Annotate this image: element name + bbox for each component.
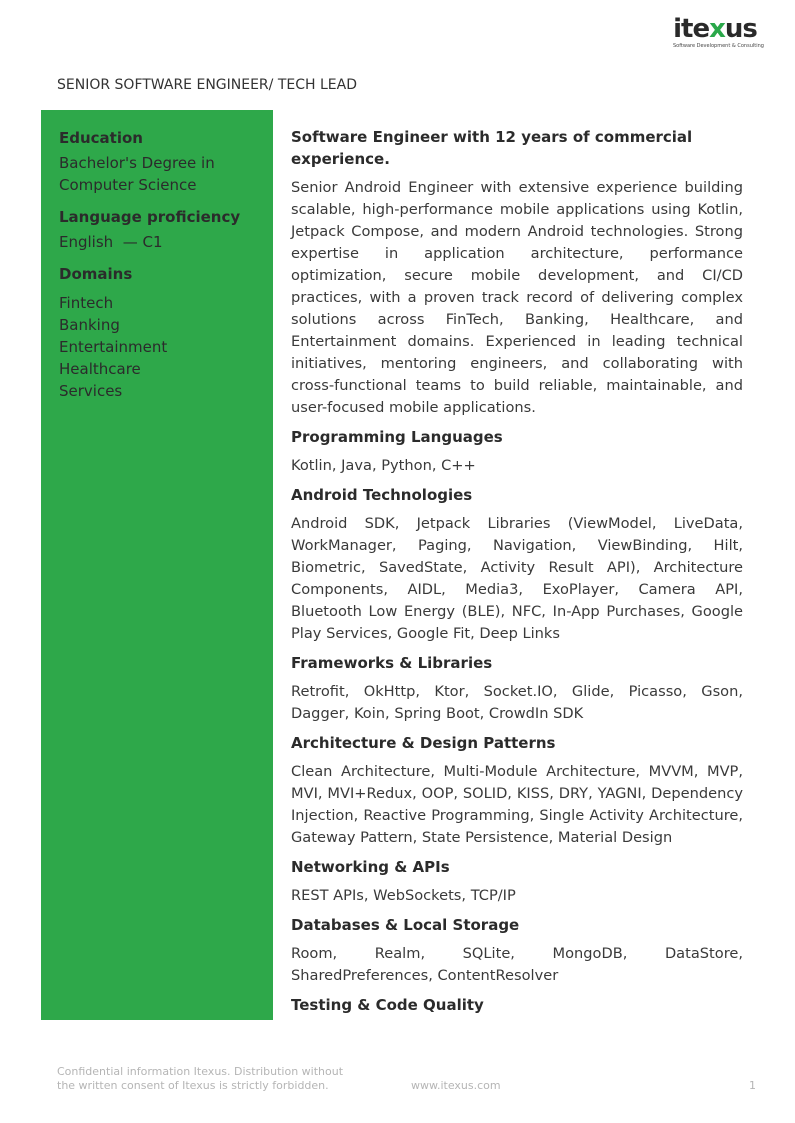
logo-word-suffix: us bbox=[724, 14, 757, 44]
logo-word-accent: x bbox=[709, 14, 725, 44]
domain-item: Entertainment bbox=[59, 338, 168, 356]
section-text-programming-languages: Kotlin, Java, Python, C++ bbox=[291, 457, 476, 474]
section-text-frameworks: Retrofit, OkHttp, Ktor, Socket.IO, Glide, Picasso, Gson, Dagger, Koin, Spring Boot, CrowdIn SDK bbox=[291, 683, 743, 722]
section-heading-networking: Networking & APIs bbox=[291, 858, 450, 876]
education-line: Computer Science bbox=[59, 176, 197, 194]
section-text-databases: Room, Realm, SQLite, MongoDB, DataStore, SharedPreferences, ContentResolver bbox=[291, 945, 743, 984]
confidential-note bbox=[57, 1065, 357, 1093]
education-line: Bachelor's Degree in bbox=[59, 154, 215, 172]
logo-tagline: Software Development & Consulting bbox=[673, 43, 764, 49]
document-title: SENIOR SOFTWARE ENGINEER/ TECH LEAD bbox=[57, 77, 357, 93]
section-heading-android-technologies: Android Technologies bbox=[291, 486, 473, 504]
summary-text: Senior Android Engineer with extensive experience building scalable, high-performance mobile applications using Kotlin, Jetpack Compose, and modern Android technologies. Strong expertise in application architecture, performance optimization, secure mobile development, and CI/CD practices, with a proven track record of delivering complex solutions across FinTech, Banking, Healthcare, and Entertainment domains. Experienced in leading technical initiatives, mentoring engineers, and collaborating with cross-functional teams to build reliable, maintainable, and user-focused mobile applications. bbox=[291, 179, 743, 416]
section-text-android-technologies: Android SDK, Jetpack Libraries (ViewModel, LiveData, WorkManager, Paging, Navigation, ViewBinding, Hilt, Biometric, SavedState, Activity Result API), Architecture Components, AIDL, Media3, ExoPlayer, Camera API, Bluetooth Low Energy (BLE), NFC, In-App Purchases, Google Play Services, Google Fit, Deep Links bbox=[291, 515, 743, 642]
domains-heading: Domains bbox=[59, 265, 133, 283]
section-heading-testing: Testing & Code Quality bbox=[291, 996, 484, 1014]
domains-list bbox=[59, 292, 273, 402]
main-content bbox=[291, 126, 743, 1023]
language-heading: Language proficiency bbox=[59, 208, 241, 226]
confidential-line: the written consent of Itexus is strictly forbidden. bbox=[57, 1079, 329, 1092]
section-heading-frameworks: Frameworks & Libraries bbox=[291, 654, 493, 672]
section-heading-programming-languages: Programming Languages bbox=[291, 428, 503, 446]
summary-heading: Software Engineer with 12 years of commercial experience. bbox=[291, 128, 693, 168]
domain-item: Services bbox=[59, 382, 123, 400]
section-text-networking: REST APIs, WebSockets, TCP/IP bbox=[291, 887, 516, 904]
section-heading-databases: Databases & Local Storage bbox=[291, 916, 520, 934]
sidebar bbox=[41, 110, 273, 1020]
page-number: 1 bbox=[749, 1079, 756, 1092]
section-heading-architecture: Architecture & Design Patterns bbox=[291, 734, 556, 752]
domain-item: Banking bbox=[59, 316, 120, 334]
domain-item: Healthcare bbox=[59, 360, 141, 378]
itexus-logo bbox=[673, 14, 764, 49]
education-heading: Education bbox=[59, 129, 143, 147]
confidential-line: Confidential information Itexus. Distribution without bbox=[57, 1065, 344, 1078]
section-text-architecture: Clean Architecture, Multi-Module Architecture, MVVM, MVP, MVI, MVI+Redux, OOP, SOLID, KISS, DRY, YAGNI, Dependency Injection, Reactive Programming, Single Activity Architecture, Gateway Pattern, State Persistence, Material Design bbox=[291, 763, 743, 846]
language-value: English — C1 bbox=[59, 233, 163, 251]
logo-wordmark bbox=[673, 16, 757, 42]
website-link[interactable]: www.itexus.com bbox=[411, 1079, 501, 1092]
domain-item: Fintech bbox=[59, 294, 114, 312]
logo-word-prefix: ite bbox=[673, 14, 710, 44]
